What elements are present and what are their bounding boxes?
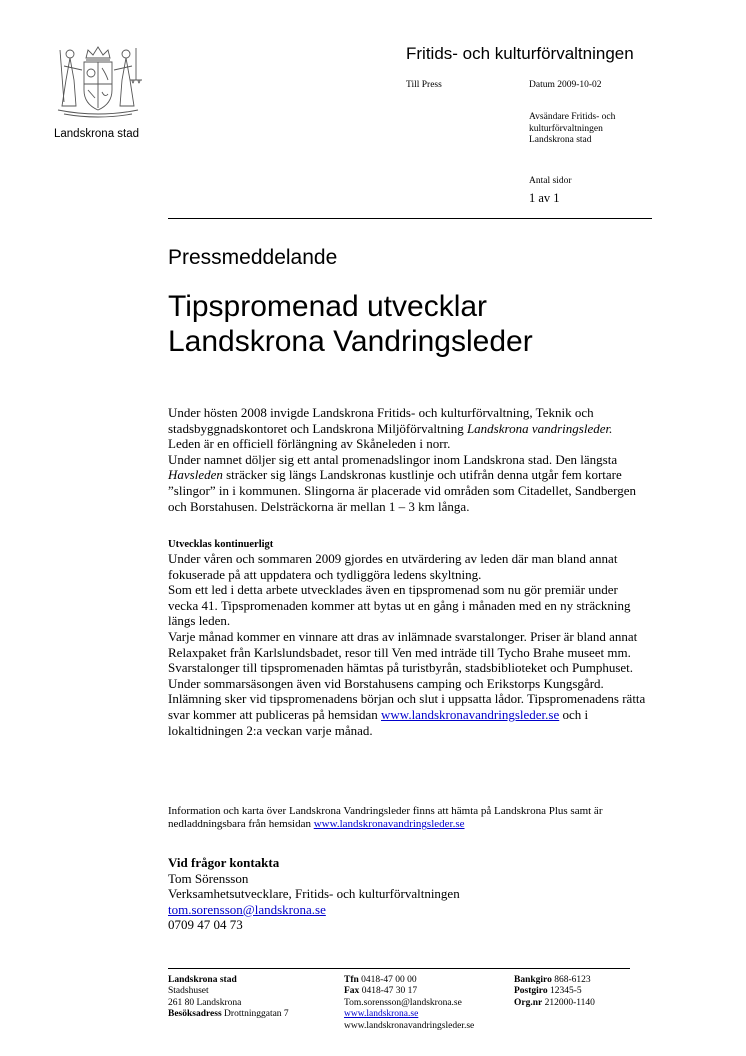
intro-paragraph-1: Under hösten 2008 invigde Landskrona Fritids- och kulturförvaltning, Teknik och stadsbyggnadskontoret och Landskrona Miljöförvaltning Landskrona vandringsleder. Leden är en officiell förlängning av Skåneleden i norr. bbox=[168, 405, 613, 452]
footer-contact bbox=[344, 975, 474, 1032]
contact-name: Tom Sörensson bbox=[168, 870, 249, 886]
footer-address-line-2: 261 80 Landskrona bbox=[168, 997, 242, 1008]
section-heading: Utvecklas kontinuerligt bbox=[168, 539, 274, 550]
footer-divider bbox=[168, 968, 630, 969]
contact-heading: Vid frågor kontakta bbox=[168, 855, 280, 870]
info-website-link[interactable]: www.landskronavandringsleder.se bbox=[313, 818, 465, 831]
footer-email: Tom.sorensson@landskrona.se bbox=[344, 997, 462, 1008]
document-date: Datum 2009-10-02 bbox=[529, 80, 602, 90]
department-name: Fritids- och kulturförvaltningen bbox=[406, 44, 634, 63]
footer-orgnr: Org.nr 212000-1140 bbox=[514, 997, 595, 1008]
footer-postgiro: Postgiro 12345-5 bbox=[514, 986, 582, 997]
footer-web-link[interactable]: www.landskrona.se bbox=[344, 1009, 419, 1020]
title-line-2: Landskrona Vandringsleder bbox=[168, 325, 533, 358]
intro-text bbox=[168, 405, 648, 514]
footer-bankgiro: Bankgiro 868-6123 bbox=[514, 975, 591, 985]
section-paragraph-3: Varje månad kommer en vinnare att dras av inlämnade svarstalonger. Priser är bland annat Relaxpaket från Karlslundsbadet, resor till Ven med inträde till Tycho Brahe museet mm. bbox=[168, 628, 638, 660]
pages-label: Antal sidor bbox=[529, 176, 572, 186]
page-title bbox=[168, 289, 533, 359]
footer-address bbox=[168, 975, 289, 1021]
contact-role: Verksamhetsutvecklare, Fritids- och kulturförvaltningen bbox=[168, 886, 460, 902]
sender-line-1: Avsändare Fritids- och bbox=[529, 112, 616, 122]
sender-line-2: kulturförvaltningen bbox=[529, 123, 603, 134]
contact-email-link[interactable]: tom.sorensson@landskrona.se bbox=[168, 901, 326, 917]
website-link[interactable]: www.landskronavandringsleder.se bbox=[381, 706, 560, 722]
coat-of-arms-logo bbox=[50, 40, 146, 126]
section-paragraph-1: Under våren och sommaren 2009 gjordes en utvärdering av leden där man bland annat fokuserade på att uppdatera och tydliggöra ledens skyltning. bbox=[168, 551, 618, 582]
logo-caption: Landskrona stad bbox=[54, 128, 140, 140]
sender-line-3: Landskrona stad bbox=[529, 135, 592, 145]
header-divider bbox=[168, 218, 652, 219]
document-type: Pressmeddelande bbox=[168, 246, 338, 269]
pages-value: 1 av 1 bbox=[529, 191, 560, 205]
section-text bbox=[168, 551, 648, 738]
intro-paragraph-2: Under namnet döljer sig ett antal promenadslingor inom Landskrona stad. Den längsta Havsleden sträcker sig längs Landskronas kustlinje och utifrån denna utgår fem kortare ”slingor” in i kommunen. Slingorna är placerade vid områden som Citadellet, Sandbergen och Borstahusen. Delsträckorna är mellan 1 – 3 km långa. bbox=[168, 451, 636, 514]
footer-phone: Tfn 0418-47 00 00 bbox=[344, 975, 417, 985]
sender-block bbox=[529, 112, 615, 147]
section-paragraph-2: Som ett led i detta arbete utvecklades även en tipspromenad som nu gör premiär under vecka 41. Tipspromenaden kommer att bytas ut en gång i månaden med en ny sträckning längs leden. bbox=[168, 582, 631, 629]
footer-bank bbox=[514, 975, 595, 1009]
info-text: Information och karta över Landskrona Vandringsleder finns att hämta på Landskrona Plus samt är nedladdningsbara från hemsidan www.landskronavandringsleder.se bbox=[168, 805, 603, 831]
footer-web-2: www.landskronavandringsleder.se bbox=[344, 1020, 475, 1031]
footer-address-line-1: Stadshuset bbox=[168, 986, 209, 997]
contact-phone: 0709 47 04 73 bbox=[168, 917, 243, 933]
title-line-1: Tipspromenad utvecklar bbox=[168, 290, 488, 323]
contact-block bbox=[168, 855, 460, 933]
section-paragraph-4: Svarstalonger till tipspromenaden hämtas på turistbyrån, stadsbiblioteket och Pumphuset. Under sommarsäsongen även vid Borstahusens camping och Erikstorps Kungsgård. Inlämning sker vid tipspromenadens början och slut i uppsatta lådor. Tipspromenadens rätta svar kommer att publiceras på hemsidan www.landskronavandringsleder.se och i lokaltidningen 2:a veckan varje månad. bbox=[168, 660, 646, 738]
coat-of-arms-icon bbox=[50, 40, 146, 126]
recipient: Till Press bbox=[406, 80, 442, 90]
footer-visit-address: Besöksadress Drottninggatan 7 bbox=[168, 1009, 289, 1020]
footer-fax: Fax 0418-47 30 17 bbox=[344, 986, 418, 997]
footer-org-name: Landskrona stad bbox=[168, 975, 237, 985]
